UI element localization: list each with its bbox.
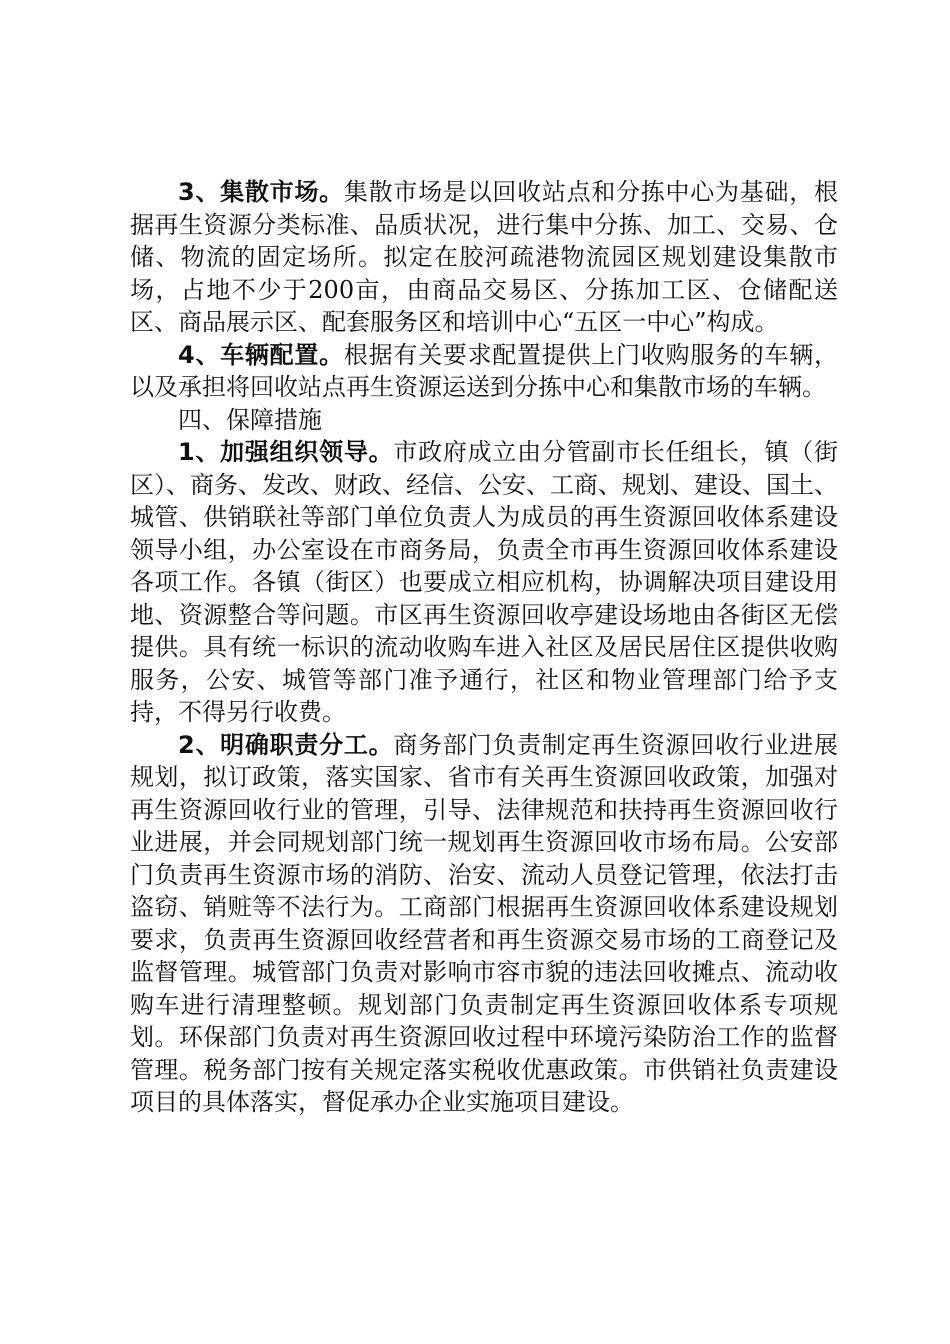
- paragraph-vehicle-allocation: [130, 339, 838, 404]
- paragraph-heading: 3、集散市场。: [178, 178, 344, 206]
- paragraph-body: 集散市场是以回收站点和分拣中心为基础，根据再生资源分类标准、品质状况，进行集中分拣、加工、交易、仓储、物流的固定场所。拟定在胶河疏港物流园区规划建设集散市场，占地不少于200亩，由商品交易区、分拣加工区、仓储配送区、商品展示区、配套服务区和培训中心“五区一中心”构成。: [130, 178, 839, 336]
- paragraph-heading: 1、加强组织领导。: [178, 438, 394, 466]
- paragraph-collection-market: [130, 176, 838, 339]
- section-title: 四、保障措施: [178, 405, 322, 434]
- paragraph-organization-leadership: [130, 436, 838, 729]
- paragraph-heading: 4、车辆配置。: [178, 340, 344, 369]
- paragraph-body: 商务部门负责制定再生资源回收行业进展规划，拟订政策，落实国家、省市有关再生资源回收政策，加强对再生资源回收行业的管理，引导、法律规范和扶持再生资源回收行业进展，并会同规划部门统一规划再生资源回收市场布局。公安部门负责再生资源市场的消防、治安、流动人员登记管理，依法打击盗窃、销赃等不法行为。工商部门根据再生资源回收体系建设规划要求，负责再生资源回收经营者和再生资源交易市场的工商登记及监督管理。城管部门负责对影响市容市貌的违法回收摊点、流动收购车进行清理整顿。规划部门负责制定再生资源回收体系专项规划。环保部门负责对再生资源回收过程中环境污染防治工作的监督管理。税务部门按有关规定落实税收优惠政策。市供销社负责建设项目的具体落实，督促承办企业实施项目建设。: [130, 730, 839, 1116]
- paragraph-responsibility-division: [130, 729, 838, 1119]
- document-page: [130, 176, 838, 1119]
- paragraph-body: 根据有关要求配置提供上门收购服务的车辆，以及承担将回收站点再生资源运送到分拣中心和集散市场的车辆。: [130, 340, 839, 401]
- paragraph-heading: 2、明确职责分工。: [178, 730, 394, 759]
- paragraph-body: 市政府成立由分管副市长任组长，镇（街区）、商务、发改、财政、经信、公安、工商、规划、建设、国土、城管、供销联社等部门单位负责人为成员的再生资源回收体系建设领导小组，办公室设在市商务局，负责全市再生资源回收体系建设各项工作。各镇（街区）也要成立相应机构，协调解决项目建设用地、资源整合等问题。市区再生资源回收亭建设场地由各街区无偿提供。具有统一标识的流动收购车进入社区及居民居住区提供收购服务，公安、城管等部门准予通行，社区和物业管理部门给予支持，不得另行收费。: [130, 438, 839, 726]
